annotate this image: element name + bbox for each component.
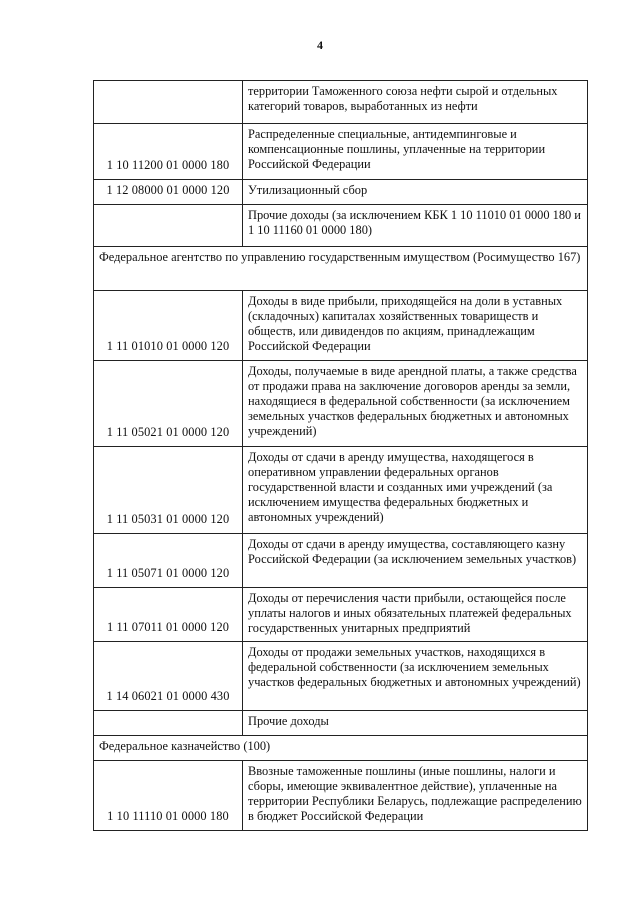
description-cell: Утилизационный сбор <box>243 180 588 205</box>
description-cell: Доходы от сдачи в аренду имущества, находящегося в оперативном управлении федеральных органов государственной власти и созданных ими учреждений (за исключением имущества федеральных бюджетных и автономных учреждений) <box>243 447 588 534</box>
table-row <box>94 534 588 588</box>
section-header-row <box>94 736 588 761</box>
section-header-row <box>94 247 588 291</box>
description-cell: Доходы от перечисления части прибыли, остающейся после уплаты налогов и иных обязательных платежей федеральных государственных унитарных предприятий <box>243 588 588 642</box>
revenue-code-table <box>93 80 588 831</box>
description-cell: территории Таможенного союза нефти сырой и отдельных категорий товаров, выработанных из нефти <box>243 81 588 124</box>
kbk-code-cell: 1 12 08000 01 0000 120 <box>94 180 243 205</box>
kbk-code-cell: 1 10 11200 01 0000 180 <box>94 124 243 180</box>
page-number: 4 <box>317 38 323 52</box>
section-header-treasury: Федеральное казначейство (100) <box>94 736 588 761</box>
description-cell: Ввозные таможенные пошлины (иные пошлины, налоги и сборы, имеющие эквивалентное действие), уплаченные на территории Республики Беларусь, подлежащие распределению в бюджет Российской Федерации <box>243 761 588 831</box>
kbk-code-cell <box>94 81 243 124</box>
table-row <box>94 761 588 831</box>
description-cell: Доходы от продажи земельных участков, находящихся в федеральной собственности (за исключением земельных участков федеральных бюджетных и автономных учреждений) <box>243 642 588 711</box>
description-cell: Прочие доходы <box>243 711 588 736</box>
table-row <box>94 588 588 642</box>
description-cell: Прочие доходы (за исключением КБК 1 10 11010 01 0000 180 и 1 10 11160 01 0000 180) <box>243 205 588 247</box>
description-cell: Доходы от сдачи в аренду имущества, составляющего казну Российской Федерации (за исключением земельных участков) <box>243 534 588 588</box>
table-row <box>94 81 588 124</box>
table-row <box>94 447 588 534</box>
table-row <box>94 361 588 447</box>
description-cell: Распределенные специальные, антидемпинговые и компенсационные пошлины, уплаченные на территории Российской Федерации <box>243 124 588 180</box>
table-row <box>94 205 588 247</box>
kbk-code-cell: 1 11 07011 01 0000 120 <box>94 588 243 642</box>
kbk-code-cell: 1 10 11110 01 0000 180 <box>94 761 243 831</box>
table-row <box>94 124 588 180</box>
description-cell: Доходы, получаемые в виде арендной платы, а также средства от продажи права на заключение договоров аренды за земли, находящиеся в федеральной собственности (за исключением земельных участков федеральных бюджетных и автономных учреждений) <box>243 361 588 447</box>
kbk-code-cell: 1 11 05031 01 0000 120 <box>94 447 243 534</box>
section-header-rosimushchestvo: Федеральное агентство по управлению государственным имуществом (Росимущество 167) <box>94 247 588 291</box>
kbk-code-cell: 1 11 05071 01 0000 120 <box>94 534 243 588</box>
kbk-code-cell <box>94 711 243 736</box>
table-row <box>94 642 588 711</box>
table-row <box>94 711 588 736</box>
kbk-code-cell <box>94 205 243 247</box>
description-cell: Доходы в виде прибыли, приходящейся на доли в уставных (складочных) капиталах хозяйственных товариществ и обществ, или дивидендов по акциям, принадлежащим Российской Федерации <box>243 291 588 361</box>
table-row <box>94 291 588 361</box>
kbk-code-cell: 1 14 06021 01 0000 430 <box>94 642 243 711</box>
kbk-code-cell: 1 11 05021 01 0000 120 <box>94 361 243 447</box>
table-row <box>94 180 588 205</box>
kbk-code-cell: 1 11 01010 01 0000 120 <box>94 291 243 361</box>
